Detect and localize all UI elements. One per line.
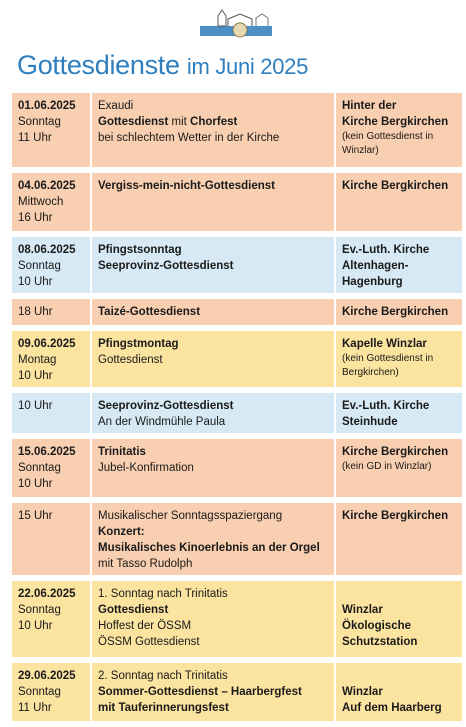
date: 04.06.2025 [18, 180, 76, 192]
weekday: Sonntag [18, 260, 61, 272]
service-line: Trinitatis [98, 446, 146, 458]
date-cell [12, 331, 90, 387]
title-main: Gottesdienste [17, 50, 180, 80]
service-line: Taizé-Gottesdienst [98, 306, 201, 318]
service-cell [92, 331, 334, 387]
time: 11 Uhr [18, 132, 52, 144]
weekday: Sonntag [18, 604, 61, 616]
weekday: Mittwoch [18, 196, 64, 208]
place-line: Winzlar [342, 604, 383, 616]
service-cell [92, 503, 334, 575]
table-row [12, 663, 462, 721]
date: 15.06.2025 [18, 446, 76, 458]
place-cell [336, 331, 462, 387]
date-cell [12, 581, 90, 657]
service-cell [92, 393, 334, 433]
date-cell [12, 299, 90, 325]
place-cell [336, 237, 462, 293]
date-cell [12, 93, 90, 167]
service-cell [92, 663, 334, 721]
table-row [12, 331, 462, 387]
service-event: Chorfest [190, 116, 238, 128]
service-table [12, 93, 462, 727]
place-note: (kein Gottesdienst in Bergkirchen) [342, 353, 434, 378]
weekday: Sonntag [18, 116, 61, 128]
service-cell [92, 439, 334, 497]
service-line: Konzert: [98, 526, 145, 538]
table-row [12, 237, 462, 293]
place-line: Auf dem Haarberg [342, 702, 442, 714]
table-row [12, 173, 462, 231]
place-line: Hinter der [342, 100, 397, 112]
time: 10 Uhr [18, 370, 53, 382]
weekday: Sonntag [18, 462, 61, 474]
service-line: Exaudi [98, 100, 134, 112]
place-cell [336, 439, 462, 497]
place-line: Altenhagen- [342, 260, 409, 272]
place-line: Hagenburg [342, 276, 403, 288]
place-line: Kirche Bergkirchen [342, 446, 449, 458]
service-line: Seeprovinz-Gottesdienst [98, 400, 234, 412]
service-line: Gottesdienst [98, 604, 169, 616]
place-line: Ev.-Luth. Kirche [342, 244, 430, 256]
place-cell [336, 393, 462, 433]
table-row [12, 503, 462, 575]
service-line [98, 114, 328, 130]
service-line: Hoffest der ÖSSM [98, 620, 192, 632]
service-line: ÖSSM Gottesdienst [98, 636, 200, 648]
time: 10 Uhr [18, 478, 53, 490]
place-line: Ökologische [342, 620, 412, 632]
date-cell [12, 393, 90, 433]
place-line: Winzlar [342, 686, 383, 698]
service-line: An der Windmühle Paula [98, 416, 226, 428]
service-line: mit Tauferinnerungsfest [98, 702, 229, 714]
time: 10 Uhr [18, 400, 53, 412]
date: 01.06.2025 [18, 100, 76, 112]
place-line: Kirche Bergkirchen [342, 510, 449, 522]
place-cell [336, 173, 462, 231]
place-cell [336, 663, 462, 721]
service-line: Pfingstsonntag [98, 244, 182, 256]
time: 11 Uhr [18, 702, 52, 714]
service-line: 2. Sonntag nach Trinitatis [98, 670, 228, 682]
service-line: Pfingstmontag [98, 338, 179, 350]
place-line: Schutzstation [342, 636, 418, 648]
service-line: mit Tasso Rudolph [98, 558, 193, 570]
service-cell [92, 173, 334, 231]
service-name: Gottesdienst [98, 116, 169, 128]
time: 10 Uhr [18, 276, 53, 288]
place-line: Kirche Bergkirchen [342, 116, 449, 128]
place-cell [336, 503, 462, 575]
place-line: Ev.-Luth. Kirche [342, 400, 430, 412]
place-line: Kirche Bergkirchen [342, 180, 449, 192]
service-line: Musikalischer Sonntagsspaziergang [98, 510, 283, 522]
service-line: bei schlechtem Wetter in der Kirche [98, 132, 280, 144]
service-line: Sommer-Gottesdienst – Haarbergfest [98, 686, 302, 698]
church-logo [200, 6, 272, 38]
service-line: Jubel-Konfirmation [98, 462, 194, 474]
date-cell [12, 663, 90, 721]
table-row [12, 299, 462, 325]
table-row [12, 439, 462, 497]
date: 22.06.2025 [18, 588, 76, 600]
table-row [12, 93, 462, 167]
date-cell [12, 439, 90, 497]
table-row [12, 393, 462, 433]
place-cell [336, 581, 462, 657]
date-cell [12, 173, 90, 231]
date: 29.06.2025 [18, 670, 76, 682]
service-cell [92, 237, 334, 293]
time: 15 Uhr [18, 510, 53, 522]
time: 18 Uhr [18, 306, 53, 318]
weekday: Montag [18, 354, 57, 366]
table-row [12, 581, 462, 657]
place-line: Steinhude [342, 416, 398, 428]
service-line: Seeprovinz-Gottesdienst [98, 260, 234, 272]
place-line: Kapelle Winzlar [342, 338, 427, 350]
date: 09.06.2025 [18, 338, 76, 350]
place-note: (kein GD in Winzlar) [342, 461, 432, 472]
service-cell [92, 93, 334, 167]
title-sub: im Juni 2025 [186, 54, 309, 79]
service-line: Gottesdienst [98, 354, 163, 366]
place-cell [336, 299, 462, 325]
service-cell [92, 581, 334, 657]
service-connector: mit [168, 116, 191, 128]
time: 10 Uhr [18, 620, 53, 632]
weekday: Sonntag [18, 686, 61, 698]
service-line: Vergiss-mein-nicht-Gottesdienst [98, 180, 276, 192]
service-cell [92, 299, 334, 325]
date: 08.06.2025 [18, 244, 76, 256]
date-cell [12, 237, 90, 293]
page-title [17, 50, 308, 81]
service-line: 1. Sonntag nach Trinitatis [98, 588, 228, 600]
place-note: (kein Gottesdienst in Winzlar) [342, 131, 434, 156]
service-line: Musikalisches Kinoerlebnis an der Orgel [98, 542, 320, 554]
place-cell [336, 93, 462, 167]
place-line: Kirche Bergkirchen [342, 306, 449, 318]
time: 16 Uhr [18, 212, 53, 224]
date-cell [12, 503, 90, 575]
